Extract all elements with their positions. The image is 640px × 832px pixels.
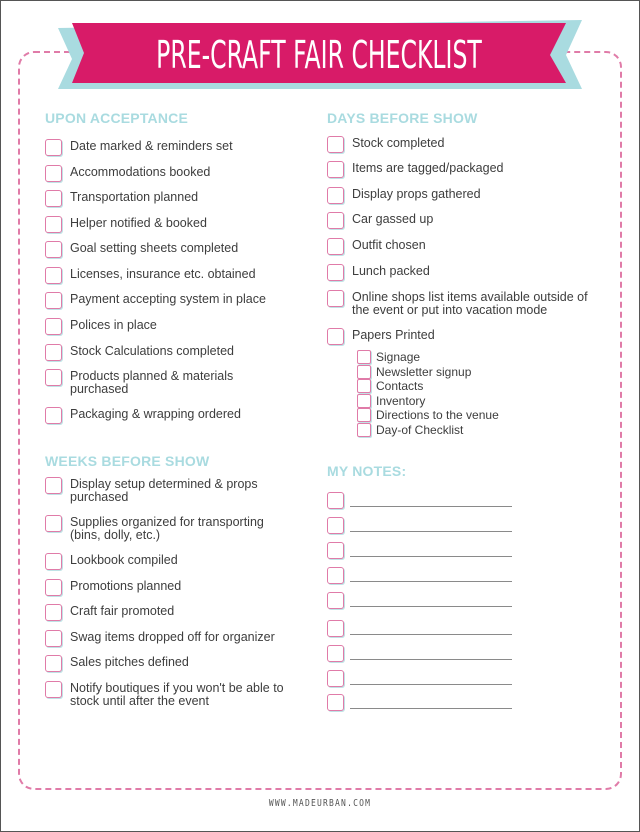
checkbox[interactable] xyxy=(45,553,62,570)
checklist-item[interactable]: Papers Printed xyxy=(327,328,612,345)
checkbox[interactable] xyxy=(327,645,344,662)
checkbox[interactable] xyxy=(45,655,62,672)
note-line[interactable] xyxy=(327,670,512,687)
page-title: PRE-CRAFT FAIR CHECKLIST xyxy=(156,33,482,77)
note-line[interactable] xyxy=(327,517,512,534)
note-line[interactable] xyxy=(327,620,512,637)
checkbox[interactable] xyxy=(327,620,344,637)
write-line[interactable] xyxy=(350,606,512,607)
write-line[interactable] xyxy=(350,684,512,685)
checkbox[interactable] xyxy=(327,592,344,609)
write-line[interactable] xyxy=(350,531,512,532)
note-line[interactable] xyxy=(327,592,512,609)
checkbox[interactable] xyxy=(327,670,344,687)
checkbox[interactable] xyxy=(45,318,62,335)
checkbox[interactable] xyxy=(45,292,62,309)
section-title-my-notes: MY NOTES: xyxy=(327,463,407,479)
checklist-item[interactable]: Swag items dropped off for organizer xyxy=(45,630,300,647)
checkbox[interactable] xyxy=(327,328,344,345)
checkbox[interactable] xyxy=(327,567,344,584)
checklist-item[interactable]: Stock completed xyxy=(327,136,612,153)
checklist-item[interactable]: Car gassed up xyxy=(327,212,612,229)
checkbox[interactable] xyxy=(45,369,62,386)
footer-url: WWW.MADEURBAN.COM xyxy=(268,798,372,809)
checkbox[interactable] xyxy=(45,477,62,494)
checkbox[interactable] xyxy=(357,423,371,437)
checkbox[interactable] xyxy=(327,161,344,178)
write-line[interactable] xyxy=(350,506,512,507)
checkbox[interactable] xyxy=(45,190,62,207)
checklist-item[interactable]: Lookbook compiled xyxy=(45,553,290,570)
checkbox[interactable] xyxy=(45,407,62,424)
write-line[interactable] xyxy=(350,556,512,557)
checkbox[interactable] xyxy=(327,694,344,711)
checkbox[interactable] xyxy=(45,515,62,532)
note-line[interactable] xyxy=(327,542,512,559)
checklist-item[interactable]: Stock Calculations completed xyxy=(45,344,290,361)
checklist-item[interactable]: Licenses, insurance etc. obtained xyxy=(45,267,290,284)
checklist-item[interactable]: Items are tagged/packaged xyxy=(327,161,612,178)
checkbox[interactable] xyxy=(327,187,344,204)
checklist-subitem[interactable]: Newsletter signup xyxy=(357,365,471,380)
checklist-item[interactable]: Display setup determined & props purchased xyxy=(45,477,270,504)
note-line[interactable] xyxy=(327,645,512,662)
checkbox[interactable] xyxy=(357,408,371,422)
section-title-upon-acceptance: UPON ACCEPTANCE xyxy=(45,110,189,126)
checkbox[interactable] xyxy=(357,394,371,408)
checklist-item[interactable]: Products planned & materials purchased xyxy=(45,369,260,396)
note-line[interactable] xyxy=(327,492,512,509)
checkbox[interactable] xyxy=(45,344,62,361)
write-line[interactable] xyxy=(350,634,512,635)
checklist-item[interactable]: Transportation planned xyxy=(45,190,290,207)
write-line[interactable] xyxy=(350,708,512,709)
checklist-subitem[interactable]: Directions to the venue xyxy=(357,408,499,423)
checklist-subitem[interactable]: Day-of Checklist xyxy=(357,423,463,438)
note-line[interactable] xyxy=(327,694,512,711)
checklist-item[interactable]: Packaging & wrapping ordered xyxy=(45,407,290,424)
checkbox[interactable] xyxy=(45,139,62,156)
checklist-item[interactable]: Payment accepting system in place xyxy=(45,292,290,309)
checkbox[interactable] xyxy=(45,630,62,647)
checkbox[interactable] xyxy=(357,350,371,364)
checklist-item[interactable]: Supplies organized for transporting (bins, dolly, etc.) xyxy=(45,515,275,542)
checklist-item[interactable]: Helper notified & booked xyxy=(45,216,290,233)
checkbox[interactable] xyxy=(327,264,344,281)
checkbox[interactable] xyxy=(45,241,62,258)
checklist-item[interactable]: Sales pitches defined xyxy=(45,655,290,672)
checklist-item[interactable]: Notify boutiques if you won't be able to stock until after the event xyxy=(45,681,300,708)
checklist-item[interactable]: Accommodations booked xyxy=(45,165,290,182)
checkbox[interactable] xyxy=(45,216,62,233)
checklist-item[interactable]: Promotions planned xyxy=(45,579,290,596)
checkbox[interactable] xyxy=(327,542,344,559)
checklist-subitem[interactable]: Inventory xyxy=(357,394,425,409)
checklist-item[interactable]: Polices in place xyxy=(45,318,290,335)
checklist-item[interactable]: Outfit chosen xyxy=(327,238,612,255)
write-line[interactable] xyxy=(350,581,512,582)
checklist-item[interactable]: Lunch packed xyxy=(327,264,612,281)
checkbox[interactable] xyxy=(45,579,62,596)
checkbox[interactable] xyxy=(327,136,344,153)
checklist-item[interactable]: Goal setting sheets completed xyxy=(45,241,290,258)
note-line[interactable] xyxy=(327,567,512,584)
checkbox[interactable] xyxy=(327,290,344,307)
checkbox[interactable] xyxy=(327,238,344,255)
checkbox[interactable] xyxy=(357,365,371,379)
write-line[interactable] xyxy=(350,659,512,660)
checkbox[interactable] xyxy=(45,165,62,182)
checkbox[interactable] xyxy=(45,267,62,284)
checklist-subitem[interactable]: Signage xyxy=(357,350,420,365)
checkbox[interactable] xyxy=(357,379,371,393)
checklist-item[interactable]: Craft fair promoted xyxy=(45,604,290,621)
checklist-item[interactable]: Date marked & reminders set xyxy=(45,139,290,156)
checkbox[interactable] xyxy=(45,604,62,621)
section-title-days-before-show: DAYS BEFORE SHOW xyxy=(327,110,478,126)
checklist-subitem[interactable]: Contacts xyxy=(357,379,423,394)
checkbox[interactable] xyxy=(327,517,344,534)
checkbox[interactable] xyxy=(327,492,344,509)
section-title-weeks-before-show: WEEKS BEFORE SHOW xyxy=(45,453,210,469)
checklist-item[interactable]: Online shops list items available outside of the event or put into vacation mode xyxy=(327,290,602,317)
checklist-item[interactable]: Display props gathered xyxy=(327,187,612,204)
checkbox[interactable] xyxy=(45,681,62,698)
checkbox[interactable] xyxy=(327,212,344,229)
